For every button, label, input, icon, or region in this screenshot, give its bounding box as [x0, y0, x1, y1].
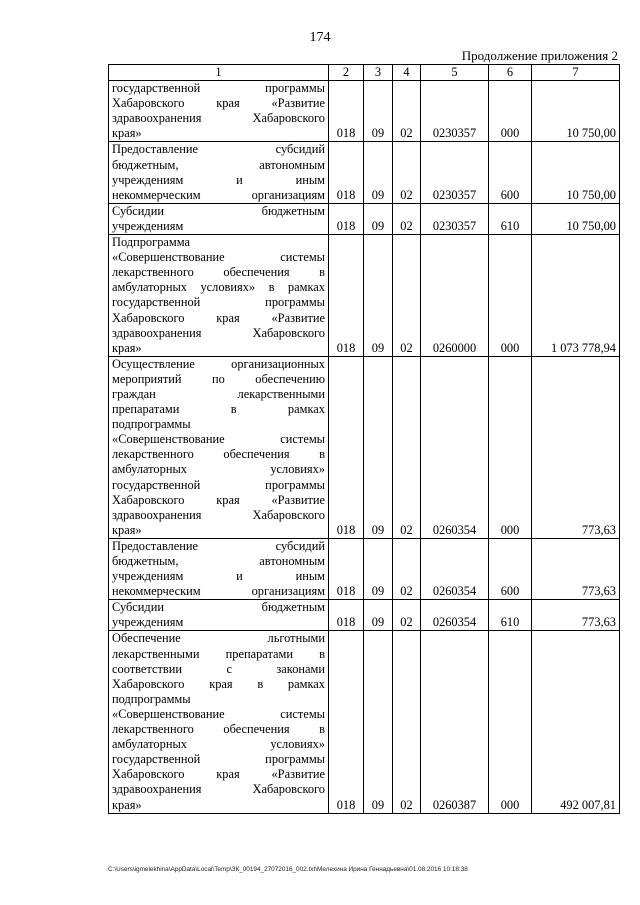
row-description: Субсидии бюджетным учреждениям	[109, 203, 329, 234]
row-amount: 10 750,00	[532, 142, 620, 203]
row-col-6: 000	[489, 235, 532, 357]
row-col-5: 0230357	[421, 81, 489, 142]
row-col-5: 0230357	[421, 203, 489, 234]
table-header-row	[109, 65, 620, 81]
row-col-3: 09	[364, 631, 393, 813]
continuation-label: Продолжение приложения 2	[461, 48, 618, 63]
row-description: Предоставление субсидий бюджетным, автономным учреждениям и иным некоммерческим организациям	[109, 538, 329, 599]
row-col-2: 018	[329, 538, 364, 599]
row-amount: 773,63	[532, 356, 620, 538]
row-col-2: 018	[329, 142, 364, 203]
header-col-3: 3	[364, 65, 393, 81]
table-row	[109, 142, 620, 203]
row-col-4: 02	[393, 235, 421, 357]
row-col-5: 0260354	[421, 356, 489, 538]
table-row	[109, 356, 620, 538]
row-amount: 773,63	[532, 538, 620, 599]
row-col-3: 09	[364, 81, 393, 142]
row-col-2: 018	[329, 235, 364, 357]
row-col-3: 09	[364, 203, 393, 234]
row-description: государственной программы Хабаровского края «Развитие здравоохранения Хабаровского края»	[109, 81, 329, 142]
row-col-5: 0260387	[421, 631, 489, 813]
row-col-6: 000	[489, 81, 532, 142]
row-amount: 1 073 778,94	[532, 235, 620, 357]
row-amount: 773,63	[532, 600, 620, 631]
row-col-6: 600	[489, 142, 532, 203]
budget-table	[108, 64, 620, 814]
header-col-6: 6	[489, 65, 532, 81]
row-col-6: 000	[489, 356, 532, 538]
row-col-4: 02	[393, 81, 421, 142]
row-description: Обеспечение льготными лекарственными препаратами в соответствии с законами Хабаровского края в рамках подпрограммы «Совершенствование системы лекарственного обеспечения в амбулаторных условиях» государственной программы Хабаровского края «Развитие здравоохранения Хабаровского края»	[109, 631, 329, 813]
row-col-2: 018	[329, 203, 364, 234]
row-col-2: 018	[329, 356, 364, 538]
table-row	[109, 538, 620, 599]
row-col-5: 0260354	[421, 538, 489, 599]
row-amount: 10 750,00	[532, 203, 620, 234]
row-col-5: 0260354	[421, 600, 489, 631]
row-description: Осуществление организационных мероприятий по обеспечению граждан лекарственными препаратами в рамках подпрограммы «Совершенствование системы лекарственного обеспечения в амбулаторных условиях» государственной программы Хабаровского края «Развитие здравоохранения Хабаровского края»	[109, 356, 329, 538]
table-row	[109, 235, 620, 357]
row-col-4: 02	[393, 631, 421, 813]
row-col-3: 09	[364, 538, 393, 599]
page-number: 174	[309, 30, 331, 45]
row-col-4: 02	[393, 356, 421, 538]
footer-file-path: C:\Users\igmelekhina\AppData\Local\Temp\ЗК_00194_27072016_002.txt\Мелехина Ирина Геннадьевна\01.08.2016 10:18:38	[108, 866, 468, 873]
table-row	[109, 203, 620, 234]
row-col-4: 02	[393, 142, 421, 203]
row-col-2: 018	[329, 600, 364, 631]
row-col-3: 09	[364, 235, 393, 357]
row-col-6: 610	[489, 203, 532, 234]
row-col-3: 09	[364, 142, 393, 203]
table-row	[109, 600, 620, 631]
row-col-6: 600	[489, 538, 532, 599]
row-description: Подпрограмма «Совершенствование системы лекарственного обеспечения в амбулаторных условиях» в рамках государственной программы Хабаровского края «Развитие здравоохранения Хабаровского края»	[109, 235, 329, 357]
header-col-2: 2	[329, 65, 364, 81]
row-col-4: 02	[393, 203, 421, 234]
row-col-2: 018	[329, 81, 364, 142]
row-col-4: 02	[393, 600, 421, 631]
row-col-4: 02	[393, 538, 421, 599]
table-row	[109, 81, 620, 142]
header-col-7: 7	[532, 65, 620, 81]
row-col-5: 0260000	[421, 235, 489, 357]
row-col-3: 09	[364, 600, 393, 631]
row-amount: 10 750,00	[532, 81, 620, 142]
row-description: Предоставление субсидий бюджетным, автономным учреждениям и иным некоммерческим организациям	[109, 142, 329, 203]
header-col-5: 5	[421, 65, 489, 81]
row-description: Субсидии бюджетным учреждениям	[109, 600, 329, 631]
row-col-6: 000	[489, 631, 532, 813]
header-col-4: 4	[393, 65, 421, 81]
table-row	[109, 631, 620, 813]
row-col-5: 0230357	[421, 142, 489, 203]
row-col-2: 018	[329, 631, 364, 813]
row-col-6: 610	[489, 600, 532, 631]
row-col-3: 09	[364, 356, 393, 538]
row-amount: 492 007,81	[532, 631, 620, 813]
header-col-1: 1	[109, 65, 329, 81]
